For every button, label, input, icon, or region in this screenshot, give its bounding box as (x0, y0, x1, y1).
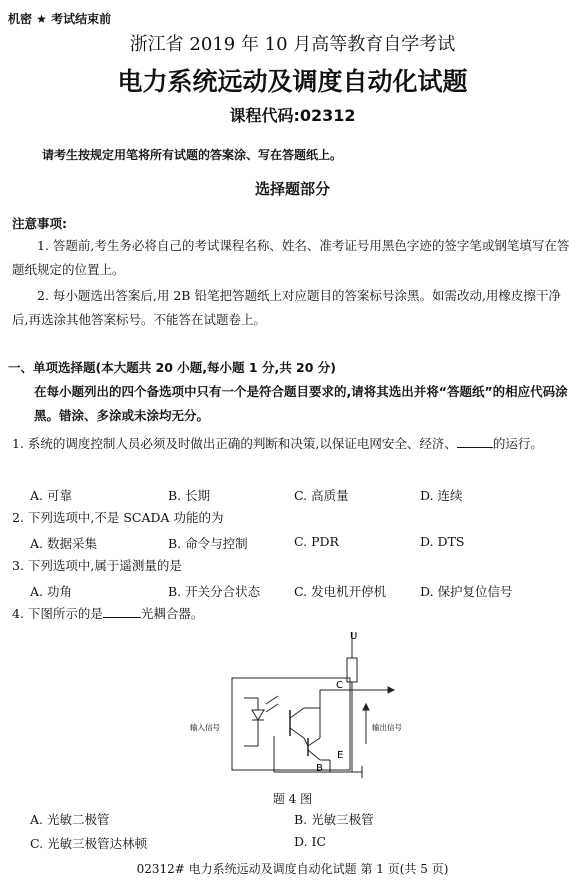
label-e: E (337, 750, 344, 761)
figure-caption: 题 4 图 (272, 792, 313, 806)
question-3-stem: 3. 下列选项中,属于遥测量的是 (12, 558, 182, 573)
course-code: 课程代码:02312 (229, 106, 356, 125)
question-4-stem-before: 4. 下图所示的是 (12, 606, 103, 621)
output-arrow-icon (388, 687, 394, 693)
question-2-option-d: D. DTS (420, 534, 465, 549)
question-1-option-d: D. 连续 (420, 488, 463, 503)
notes-heading: 注意事项: (12, 216, 67, 231)
question-1-stem (12, 432, 585, 456)
question-3-option-c: C. 发电机开停机 (294, 584, 387, 599)
led-diode-icon (252, 710, 264, 720)
output-signal-arrow-icon (363, 704, 369, 710)
optocoupler-figure (180, 626, 420, 791)
question-4-option-a: A. 光敏二极管 (30, 812, 110, 827)
label-input-signal: 输入信号 (190, 723, 220, 732)
label-u: U (350, 631, 358, 642)
confidential-label: 机密 ★ 考试结束前 (8, 12, 112, 26)
question-4-stem-after: 光耦合器。 (140, 606, 204, 621)
answer-instruction: 请考生按规定用笔将所有试题的答案涂、写在答题纸上。 (42, 148, 343, 162)
page-footer: 02312# 电力系统远动及调度自动化试题 第 1 页(共 5 页) (136, 862, 449, 876)
exam-title: 浙江省 2019 年 10 月高等教育自学考试 (129, 34, 456, 55)
question-3-option-d: D. 保护复位信号 (420, 584, 513, 599)
question-4-option-b: B. 光敏三极管 (294, 812, 374, 827)
note-item-1: 1. 答题前,考生务必将自己的考试课程名称、姓名、准考证号用黑色字迹的签字笔或钢笔填写在答题纸规定的位置上。 (12, 238, 570, 277)
question-4-option-d: D. IC (294, 834, 327, 849)
label-output-signal: 输出信号 (372, 723, 402, 732)
question-2-option-b: B. 命令与控制 (168, 536, 248, 551)
note-item-2: 2. 每小题选出答案后,用 2B 铅笔把答题纸上对应题目的答案标号涂黑。如需改动,用橡皮擦干净后,再选涂其他答案标号。不能答在试题卷上。 (12, 288, 561, 327)
part-description: 在每小题列出的四个备选项中只有一个是符合题目要求的,请将其选出并将“答题纸”的相应代码涂黑。错涂、多涂或未涂均无分。 (34, 384, 568, 423)
question-1-stem-after: 的运行。 (492, 436, 543, 451)
question-2-option-a: A. 数据采集 (30, 536, 97, 551)
question-4-option-c: C. 光敏三极管达林顿 (30, 836, 148, 851)
label-b: B (316, 763, 323, 774)
question-3-option-b: B. 开关分合状态 (168, 584, 261, 599)
answer-blank (457, 435, 493, 448)
package-outline (232, 678, 350, 770)
question-1-option-b: B. 长期 (168, 488, 211, 503)
question-1-option-a: A. 可靠 (30, 488, 72, 503)
question-3-option-a: A. 功角 (30, 584, 72, 599)
section-title: 选择题部分 (254, 180, 330, 198)
paper-title: 电力系统远动及调度自动化试题 (117, 67, 468, 96)
question-4-stem (12, 602, 574, 626)
label-c: C (336, 680, 343, 691)
part-heading: 一、单项选择题(本大题共 20 小题,每小题 1 分,共 20 分) (8, 360, 337, 375)
question-2-stem: 2. 下列选项中,不是 SCADA 功能的为 (12, 510, 224, 525)
optocoupler-circuit-diagram (180, 626, 420, 791)
question-2-option-c: C. PDR (294, 534, 339, 549)
question-1-stem-before: 1. 系统的调度控制人员必须及时做出正确的判断和决策,以保证电网安全、经济、 (12, 436, 457, 451)
answer-blank (103, 605, 141, 618)
question-1-option-c: C. 高质量 (294, 488, 349, 503)
